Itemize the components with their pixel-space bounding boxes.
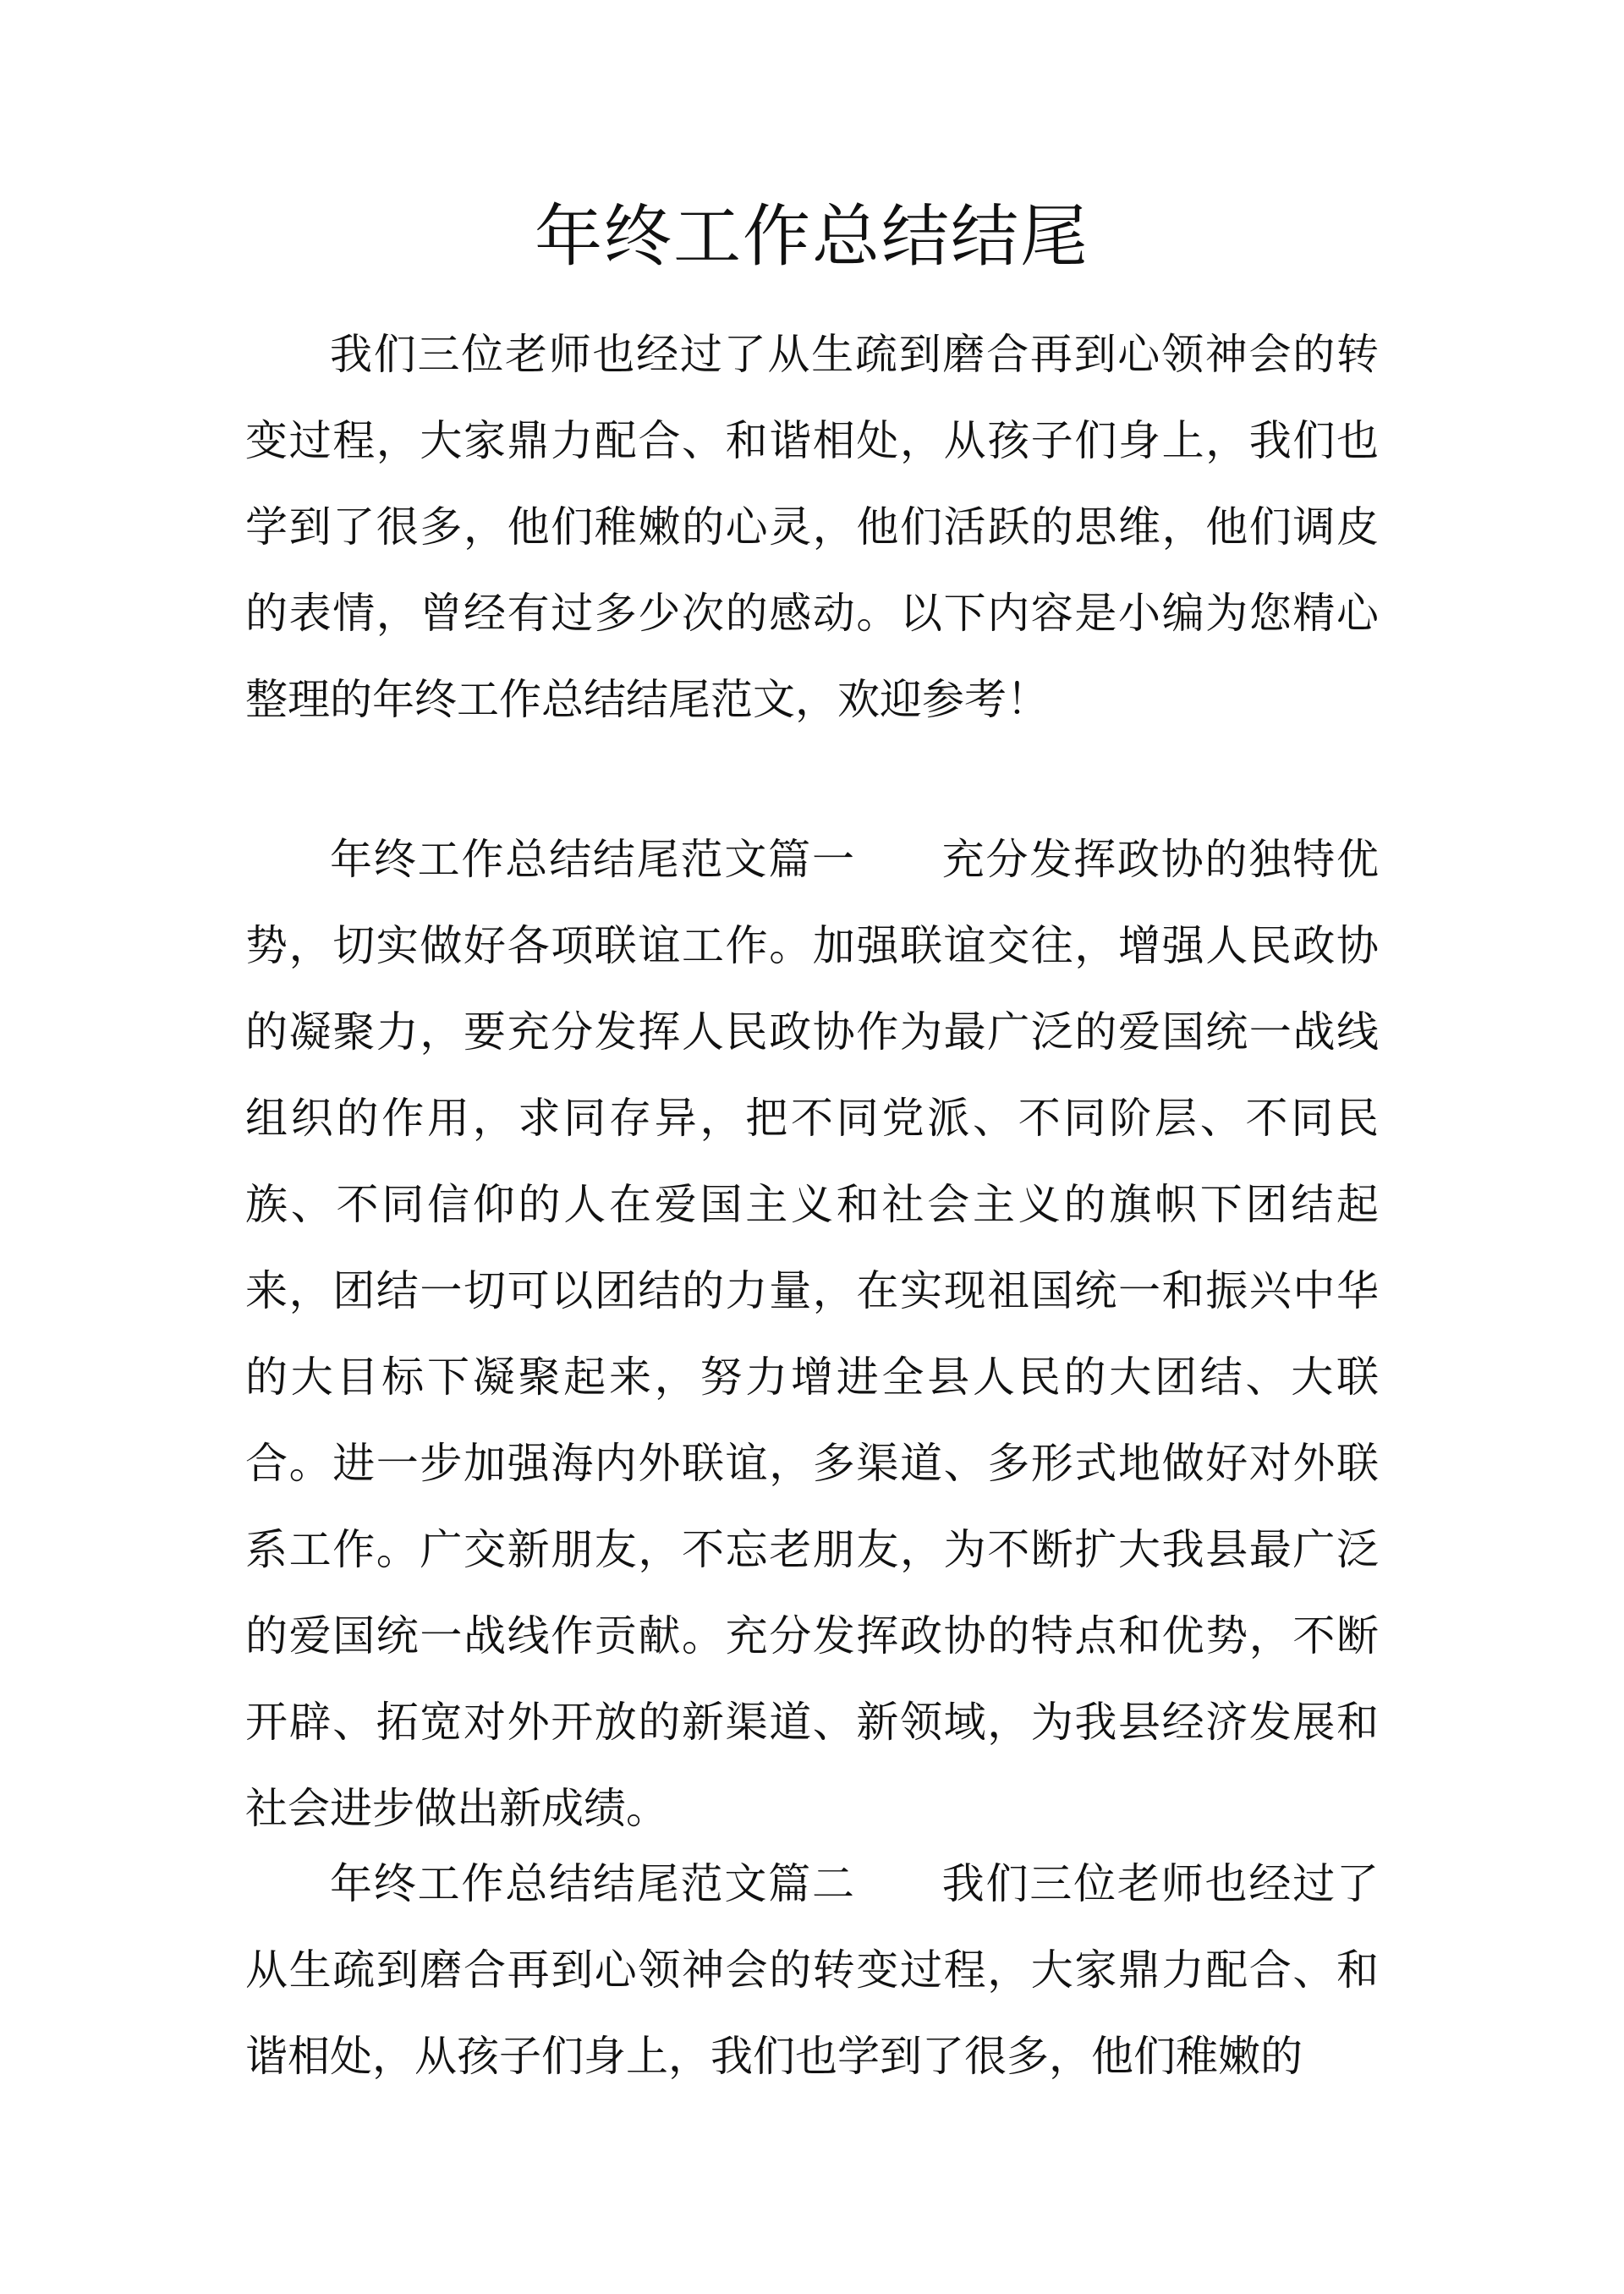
section-two bbox=[245, 1841, 1379, 2099]
section-two-paragraph bbox=[245, 1841, 1379, 2099]
section-two-heading: 年终工作总结结尾范文篇二 bbox=[330, 1859, 856, 1908]
section-one bbox=[245, 816, 1379, 1852]
section-one-text: 充分发挥政协的独特优势，切实做好各项联谊工作。加强联谊交往，增强人民政协的凝聚力，要充分发挥人民政协作为最广泛的爱国统一战线组织的作用，求同存异，把不同党派、不同阶层、不同民族、不同信仰的人在爱国主义和社会主义的旗帜下团结起来，团结一切可以团结的力量，在实现祖国统一和振兴中华的大目标下凝聚起来，努力增进全县人民的大团结、大联合。进一步加强海内外联谊，多渠道、多形式地做好对外联系工作。广交新朋友，不忘老朋友，为不断扩大我县最广泛的爱国统一战线作贡献。充分发挥政协的特点和优势，不断开辟、拓宽对外开放的新渠道、新领域，为我县经济发展和社会进步做出新成绩。 bbox=[245, 835, 1380, 1833]
intro-paragraph: 我们三位老师也经过了从生疏到磨合再到心领神会的转变过程，大家鼎力配合、和谐相处，从孩子们身上，我们也学到了很多，他们稚嫩的心灵，他们活跃的思维，他们调皮的表情，曾经有过多少次的感动。以下内容是小编为您精心整理的年终工作总结结尾范文，欢迎参考！ bbox=[245, 330, 1379, 724]
section-two-text: 我们三位老师也经过了从生疏到磨合再到心领神会的转变过程，大家鼎力配合、和谐相处，从孩子们身上，我们也学到了很多，他们稚嫩的 bbox=[245, 1859, 1380, 2081]
section-one-paragraph bbox=[245, 816, 1379, 1852]
intro-paragraph-block bbox=[245, 311, 1379, 743]
document-title: 年终工作总结结尾 bbox=[535, 197, 1089, 276]
section-one-heading: 年终工作总结结尾范文篇一 bbox=[330, 835, 856, 884]
